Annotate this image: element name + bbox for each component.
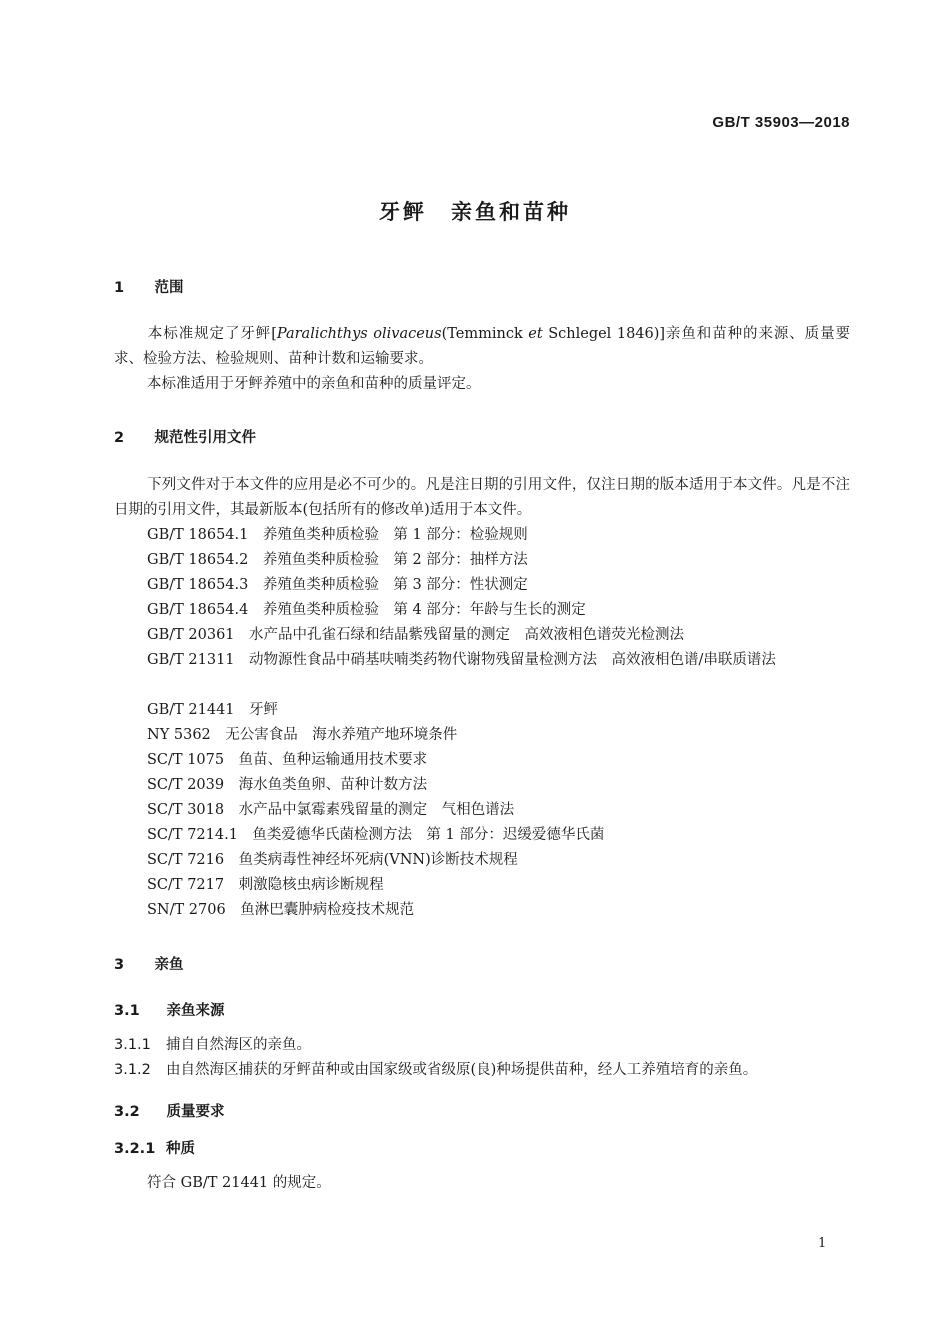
- section-3-1-heading: [114, 999, 225, 1020]
- clause-3-2-1-text: 符合 GB/T 21441 的规定。: [147, 1175, 331, 1191]
- reference-item: GB/T 20361 水产品中孔雀石绿和结晶紫残留量的测定 高效液相色谱荧光检测法: [147, 627, 685, 643]
- clause-number: 3.1.2: [114, 1062, 151, 1078]
- section-2-intro: [114, 473, 850, 523]
- clause-3-1-2: [114, 1058, 757, 1083]
- document-title: 牙鲆 亲鱼和苗种: [379, 200, 571, 224]
- text-run: 本标准适用于牙鲆养殖中的亲鱼和苗种的质量评定。: [147, 376, 481, 392]
- latin-et: et: [528, 326, 543, 342]
- section-3-2-1-heading: [114, 1137, 195, 1158]
- section-title: 质量要求: [166, 1104, 225, 1120]
- clause-text: 由自然海区捕获的牙鲆苗种或由国家级或省级原(良)种场提供苗种，经人工养殖培育的亲鱼。: [166, 1062, 758, 1078]
- reference-item: SC/T 7217 刺激隐核虫病诊断规程: [147, 877, 384, 893]
- section-title: 亲鱼: [154, 957, 184, 973]
- reference-item: GB/T 18654.1 养殖鱼类种质检验 第 1 部分：检验规则: [147, 527, 528, 543]
- text-run: Schlegel 1846)]亲鱼和苗种的来源、质量要求、检验方法、检验规则、苗种计数和运输要求。: [114, 326, 850, 367]
- page-number: 1: [818, 1236, 827, 1251]
- section-number: 2: [114, 430, 125, 446]
- reference-item: SN/T 2706 鱼淋巴囊肿病检疫技术规范: [147, 902, 415, 918]
- clause-3-1-1: [114, 1033, 311, 1058]
- clause-number: 3.1.1: [114, 1037, 151, 1053]
- section-title: 种质: [166, 1141, 195, 1157]
- reference-item: GB/T 18654.4 养殖鱼类种质检验 第 4 部分：年龄与生长的测定: [147, 602, 586, 618]
- section-number: 1: [114, 280, 125, 296]
- reference-item: GB/T 18654.3 养殖鱼类种质检验 第 3 部分：性状测定: [147, 577, 528, 593]
- clause-text: 捕自自然海区的亲鱼。: [166, 1037, 311, 1053]
- section-number: 3.2.1: [114, 1141, 156, 1157]
- text-run: GB/T 21311 动物源性食品中硝基呋喃类药物代谢物残留量检测方法 高效液相色谱/串联质谱法: [147, 652, 776, 668]
- latin-name: Paralichthys olivaceus: [276, 326, 442, 342]
- section-number: 3.2: [114, 1104, 140, 1120]
- text-run: (Temminck: [441, 326, 529, 342]
- standard-number: GB/T 35903—2018: [712, 114, 850, 131]
- reference-item: SC/T 3018 水产品中氯霉素残留量的测定 气相色谱法: [147, 802, 515, 818]
- section-number: 3.1: [114, 1003, 140, 1019]
- text-run: 下列文件对于本文件的应用是必不可少的。凡是注日期的引用文件，仅注日期的版本适用于本文件。凡是不注日期的引用文件，其最新版本(包括所有的修改单)适用于本文件。: [114, 477, 850, 518]
- section-2-heading: [114, 426, 256, 447]
- reference-item: SC/T 1075 鱼苗、鱼种运输通用技术要求: [147, 752, 428, 768]
- section-3-2-heading: [114, 1100, 225, 1121]
- reference-item: GB/T 21441 牙鲆: [147, 702, 279, 718]
- section-number: 3: [114, 957, 125, 973]
- section-1-paragraph-1: [114, 322, 850, 372]
- section-1-heading: [114, 276, 184, 297]
- reference-item: GB/T 18654.2 养殖鱼类种质检验 第 2 部分：抽样方法: [147, 552, 528, 568]
- section-1-paragraph-2: [114, 372, 850, 397]
- reference-item: NY 5362 无公害食品 海水养殖产地环境条件: [147, 727, 458, 743]
- section-title: 规范性引用文件: [154, 430, 256, 446]
- section-3-heading: [114, 953, 184, 974]
- reference-item: SC/T 7214.1 鱼类爱德华氏菌检测方法 第 1 部分：迟缓爱德华氏菌: [147, 827, 605, 843]
- section-title: 范围: [154, 280, 184, 296]
- reference-item: SC/T 7216 鱼类病毒性神经坏死病(VNN)诊断技术规程: [147, 852, 518, 868]
- section-title: 亲鱼来源: [166, 1003, 225, 1019]
- text-run: 本标准规定了牙鲆[: [147, 326, 277, 342]
- reference-item: [114, 648, 850, 673]
- reference-item: SC/T 2039 海水鱼类鱼卵、苗种计数方法: [147, 777, 428, 793]
